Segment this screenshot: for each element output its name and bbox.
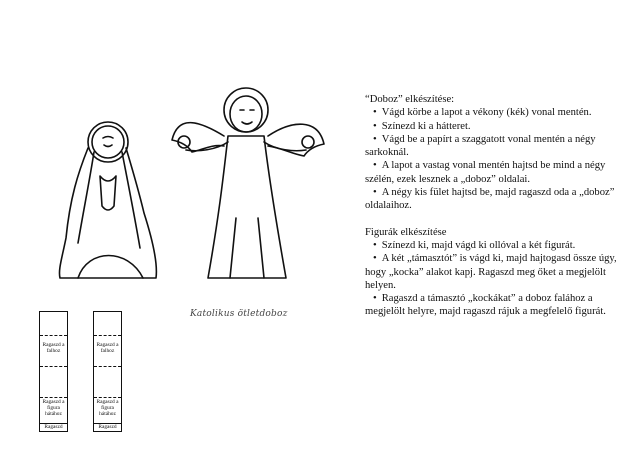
support-strip-1 — [39, 311, 68, 432]
figures-step: • A két „támasztót” is vágd ki, majd hajtogasd össze úgy, hogy „kocka” alakot kapj. Ragaszd meg őket a megjelölt helyen. — [365, 252, 627, 292]
box-step: • A négy kis fület hajtsd be, majd ragaszd oda a „doboz” oldalaihoz. — [365, 186, 627, 213]
figures-step: • Ragaszd a támasztó „kockákat” a doboz falához a megjelölt helyre, majd ragaszd rájuk a megfelelő figurát. — [365, 292, 627, 319]
strip-label-base: Ragaszd — [44, 424, 63, 430]
box-step: • Vágd körbe a lapot a vékony (kék) vonal mentén. — [365, 106, 627, 119]
strip-label-wall: Ragaszd a falhoz — [42, 342, 65, 354]
box-step: • A lapot a vastag vonal mentén hajtsd be mind a négy szélén, ezek lesznek a „doboz” oldalai. — [365, 159, 627, 186]
box-title: “Doboz” elkészítése: — [365, 94, 455, 105]
strip-label-wall: Ragaszd a falhoz — [96, 342, 119, 354]
figures-title: Figurák elkészítése — [365, 226, 447, 238]
figures-step: • Színezd ki, majd vágd ki ollóval a két figurát. — [365, 239, 627, 252]
strip-label-figure: Ragaszd a figura hátához — [42, 399, 65, 417]
box-steps — [365, 106, 627, 212]
figures-steps — [365, 239, 627, 319]
strip-label-figure: Ragaszd a figura hátához — [96, 399, 119, 417]
strip-label-base: Ragaszd — [98, 424, 117, 430]
box-step: • Vágd be a papírt a szaggatott vonal mentén a négy sarkoknál. — [365, 133, 627, 160]
mary-figure — [48, 118, 158, 290]
support-strip-2 — [93, 311, 122, 432]
instructions-panel — [365, 93, 627, 319]
box-step: • Színezd ki a hátteret. — [365, 120, 627, 133]
katolikus-watermark: Katolikus ötletdoboz — [190, 309, 288, 319]
angel-figure — [168, 80, 328, 290]
